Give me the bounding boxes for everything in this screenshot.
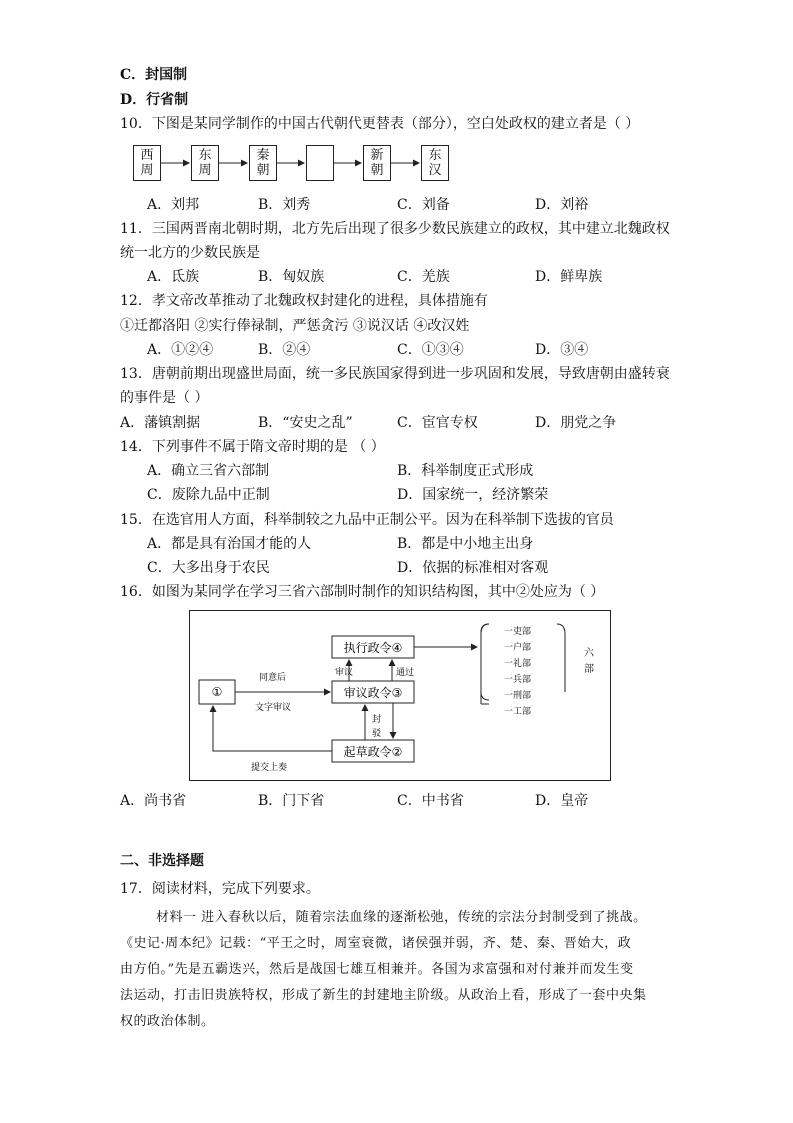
option-c: C．①③④ — [397, 342, 464, 358]
material-line: 法运动，打击旧贵族特权，形成了新生的封建地主阶级。从政治上看，形成了一套中央集 — [120, 988, 647, 1003]
option-d: D．皇帝 — [535, 793, 589, 809]
ministry-item: 一礼部 — [504, 659, 532, 669]
dynasty-box: 西 周 — [133, 145, 161, 181]
option-c: C．宦官专权 — [397, 415, 478, 431]
material-line: 《史记·周本纪》记载：“平王之时，周室衰微，诸侯强并弱，齐、楚、秦、晋始大，政 — [120, 936, 632, 951]
dynasty-box: 东 汉 — [421, 145, 449, 181]
dynasty-box: 新 朝 — [363, 145, 391, 181]
option-b: B．②④ — [258, 342, 311, 358]
dynasty-box: 东 周 — [191, 145, 219, 181]
option-b: B．“安史之乱” — [258, 415, 353, 431]
question-13-stem-cont: 的事件是（ ） — [120, 390, 209, 406]
question-12-stem: 12．孝文帝改革推动了北魏政权封建化的进程，具体措施有 — [120, 293, 488, 309]
dynasty-box: 秦 朝 — [249, 145, 277, 181]
option-c: C．中书省 — [397, 793, 464, 809]
node-1-label: ① — [211, 685, 223, 699]
option-c: C．大多出身于农民 — [147, 560, 270, 576]
option-d: D．③④ — [535, 342, 589, 358]
option-c: C．刘备 — [397, 197, 450, 213]
question-17-stem: 17．阅读材料，完成下列要求。 — [120, 881, 320, 897]
question-10-stem: 10．下图是某同学制作的中国古代朝代更替表（部分），空白处政权的建立者是（ ） — [120, 116, 640, 132]
after-agree-label: 同意后 — [259, 673, 287, 683]
tongguo-label: 通过 — [396, 668, 415, 678]
execute-label: 执行政令④ — [343, 641, 403, 655]
option-a: A．尚书省 — [120, 793, 187, 809]
option-a: A．都是具有治国才能的人 — [147, 536, 312, 552]
material-line: 权的政治体制。 — [120, 1014, 215, 1029]
question-11-stem: 11．三国两晋南北朝时期，北方先后出现了很多少数民族建立的政权，其中建立北魏政权 — [120, 221, 670, 237]
question-13-stem: 13．唐朝前期出现盛世局面，统一多民族国家得到进一步巩固和发展，导致唐朝由盛转衰 — [120, 366, 670, 382]
option-a: A．藩镇割据 — [120, 415, 201, 431]
option-b: B．门下省 — [258, 793, 325, 809]
ministry-item: 一刑部 — [504, 691, 532, 701]
option-b: B．匈奴族 — [258, 269, 325, 285]
feng-label: 封 — [372, 715, 382, 725]
option-c: C．羌族 — [397, 269, 450, 285]
liu-label: 六 — [584, 648, 594, 659]
option-a: A．①②④ — [147, 342, 214, 358]
option-a: A．氐族 — [147, 269, 200, 285]
option-a: A．确立三省六部制 — [147, 463, 270, 479]
option-c: C．封国制 — [120, 67, 188, 83]
draft-label: 起草政令② — [343, 745, 403, 759]
ministry-item: 一户部 — [504, 643, 532, 653]
bu-label: 部 — [584, 664, 594, 675]
option-d: D．依据的标准相对客观 — [397, 560, 549, 576]
submit-label: 提交上奏 — [251, 763, 288, 773]
shenyi-label: 审议 — [335, 668, 354, 678]
section-heading: 二、非选择题 — [120, 853, 204, 869]
ministry-item: 一工部 — [504, 707, 532, 717]
ministry-item: 一兵部 — [504, 675, 532, 685]
question-14-stem: 14．下列事件不属于隋文帝时期的是 （ ） — [120, 439, 385, 455]
option-d: D．朋党之争 — [535, 415, 617, 431]
option-d: D．行省制 — [120, 92, 189, 108]
option-c: C．废除九品中正制 — [147, 487, 270, 503]
option-a: A．刘邦 — [147, 197, 200, 213]
option-d: D．国家统一，经济繁荣 — [397, 487, 549, 503]
question-12-measures: ①迁都洛阳 ②实行俸禄制，严惩贪污 ③说汉话 ④改汉姓 — [120, 318, 470, 334]
material-line: 材料一 进入春秋以后，随着宗法血缘的逐渐松弛，传统的宗法分封制受到了挑战。 — [156, 910, 647, 925]
text-review-label: 文字审议 — [255, 703, 292, 713]
option-d: D．刘裕 — [535, 197, 589, 213]
option-b: B．刘秀 — [258, 197, 311, 213]
review-label: 审议政令③ — [343, 686, 403, 700]
option-b: B．科举制度正式形成 — [397, 463, 534, 479]
three-departments-diagram — [189, 610, 611, 781]
bo-label: 驳 — [372, 729, 382, 739]
question-16-stem: 16．如图为某同学在学习三省六部制时制作的知识结构图，其中②处应为（ ） — [120, 584, 605, 600]
material-line: 由方伯。”先是五霸迭兴，然后是战国七雄互相兼并。各国为求富强和对付兼并而发生变 — [120, 962, 634, 977]
dynasty-arrows — [0, 0, 793, 200]
ministry-item: 一吏部 — [504, 627, 532, 637]
option-d: D．鲜卑族 — [535, 269, 603, 285]
question-15-stem: 15．在选官用人方面，科举制较之九品中正制公平。因为在科举制下选拔的官员 — [120, 512, 614, 528]
question-11-stem-cont: 统一北方的少数民族是 — [120, 245, 260, 261]
option-b: B．都是中小地主出身 — [397, 536, 534, 552]
